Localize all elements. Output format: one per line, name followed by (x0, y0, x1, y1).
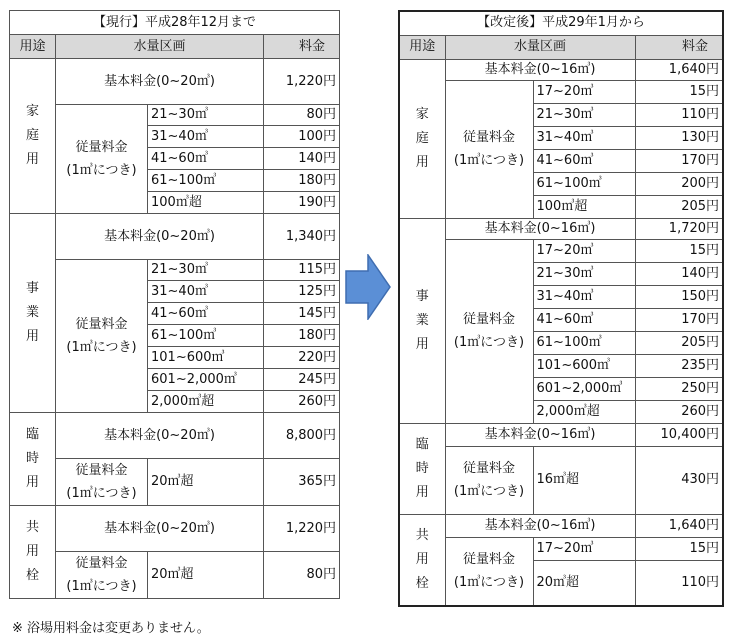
range-cell: 31~40㎥ (148, 126, 264, 148)
category-home: 家 庭 用 (399, 59, 445, 218)
range-cell: 31~40㎥ (148, 281, 264, 303)
metered-fee-label: 従量料金 (1㎥につき) (445, 80, 533, 218)
range-cell: 61~100㎥ (148, 325, 264, 347)
basic-fee-label: 基本料金(0~20㎥) (56, 59, 264, 105)
fee-cell: 15円 (635, 239, 723, 262)
range-cell: 41~60㎥ (148, 303, 264, 325)
range-cell: 17~20㎥ (533, 537, 635, 560)
fee-cell: 430円 (635, 446, 723, 514)
range-cell: 41~60㎥ (148, 148, 264, 170)
fee-cell: 205円 (635, 331, 723, 354)
basic-fee-label: 基本料金(0~20㎥) (56, 506, 264, 552)
revised-table-title: 【改定後】平成29年1月から (399, 11, 723, 35)
range-cell: 601~2,000㎥ (533, 377, 635, 400)
basic-fee-value: 1,640円 (635, 59, 723, 80)
fee-cell: 150円 (635, 285, 723, 308)
fee-cell: 245円 (264, 369, 340, 391)
range-cell: 16㎥超 (533, 446, 635, 514)
fee-cell: 140円 (264, 148, 340, 170)
metered-fee-label: 従量料金 (1㎥につき) (445, 239, 533, 423)
range-cell: 21~30㎥ (533, 103, 635, 126)
right-arrow-icon (345, 254, 391, 320)
fee-cell: 145円 (264, 303, 340, 325)
fee-cell: 250円 (635, 377, 723, 400)
basic-fee-value: 8,800円 (264, 413, 340, 459)
fee-cell: 110円 (635, 560, 723, 606)
metered-fee-label: 従量料金 (1㎥につき) (445, 446, 533, 514)
category-temporary: 臨 時 用 (399, 423, 445, 514)
fee-cell: 190円 (264, 192, 340, 214)
fee-cell: 15円 (635, 537, 723, 560)
metered-fee-label: 従量料金 (1㎥につき) (56, 552, 148, 599)
basic-fee-label: 基本料金(0~16㎥) (445, 218, 635, 239)
header-range: 水量区画 (445, 35, 635, 59)
range-cell: 17~20㎥ (533, 239, 635, 262)
range-cell: 21~30㎥ (148, 260, 264, 281)
fee-cell: 260円 (264, 391, 340, 413)
basic-fee-value: 10,400円 (635, 423, 723, 446)
fee-cell: 365円 (264, 459, 340, 506)
basic-fee-value: 1,640円 (635, 514, 723, 537)
fee-cell: 200円 (635, 172, 723, 195)
fee-cell: 170円 (635, 149, 723, 172)
fee-cell: 115円 (264, 260, 340, 281)
range-cell: 17~20㎥ (533, 80, 635, 103)
footnote: ※ 浴場用料金は変更ありません。 (12, 621, 210, 636)
range-cell: 2,000㎥超 (533, 400, 635, 423)
basic-fee-value: 1,220円 (264, 506, 340, 552)
fee-cell: 180円 (264, 325, 340, 347)
revised-rate-table (398, 10, 724, 607)
category-shared-tap: 共 用 栓 (10, 506, 56, 599)
range-cell: 61~100㎥ (533, 331, 635, 354)
basic-fee-label: 基本料金(0~20㎥) (56, 214, 264, 260)
fee-cell: 80円 (264, 105, 340, 126)
fee-cell: 80円 (264, 552, 340, 599)
range-cell: 20㎥超 (148, 552, 264, 599)
metered-fee-label: 従量料金 (1㎥につき) (56, 105, 148, 214)
range-cell: 31~40㎥ (533, 285, 635, 308)
metered-fee-label: 従量料金 (1㎥につき) (56, 260, 148, 413)
range-cell: 41~60㎥ (533, 308, 635, 331)
range-cell: 61~100㎥ (533, 172, 635, 195)
range-cell: 20㎥超 (533, 560, 635, 606)
metered-fee-label: 従量料金 (1㎥につき) (56, 459, 148, 506)
fee-cell: 180円 (264, 170, 340, 192)
range-cell: 101~600㎥ (533, 354, 635, 377)
range-cell: 101~600㎥ (148, 347, 264, 369)
range-cell: 21~30㎥ (148, 105, 264, 126)
fee-cell: 130円 (635, 126, 723, 149)
basic-fee-label: 基本料金(0~16㎥) (445, 514, 635, 537)
range-cell: 61~100㎥ (148, 170, 264, 192)
fee-cell: 100円 (264, 126, 340, 148)
fee-cell: 140円 (635, 262, 723, 285)
fee-cell: 15円 (635, 80, 723, 103)
category-home: 家 庭 用 (10, 59, 56, 214)
category-business: 事 業 用 (399, 218, 445, 423)
basic-fee-label: 基本料金(0~16㎥) (445, 423, 635, 446)
basic-fee-label: 基本料金(0~20㎥) (56, 413, 264, 459)
fee-cell: 125円 (264, 281, 340, 303)
current-table-title: 【現行】平成28年12月まで (10, 11, 340, 35)
range-cell: 21~30㎥ (533, 262, 635, 285)
category-shared-tap: 共 用 栓 (399, 514, 445, 606)
fee-cell: 110円 (635, 103, 723, 126)
header-fee: 料金 (264, 35, 340, 59)
basic-fee-label: 基本料金(0~16㎥) (445, 59, 635, 80)
range-cell: 601~2,000㎥ (148, 369, 264, 391)
category-business: 事 業 用 (10, 214, 56, 413)
range-cell: 100㎥超 (533, 195, 635, 218)
header-use: 用途 (399, 35, 445, 59)
range-cell: 100㎥超 (148, 192, 264, 214)
fee-cell: 220円 (264, 347, 340, 369)
category-temporary: 臨 時 用 (10, 413, 56, 506)
metered-fee-label: 従量料金 (1㎥につき) (445, 537, 533, 606)
basic-fee-value: 1,720円 (635, 218, 723, 239)
range-cell: 2,000㎥超 (148, 391, 264, 413)
basic-fee-value: 1,340円 (264, 214, 340, 260)
header-use: 用途 (10, 35, 56, 59)
fee-cell: 235円 (635, 354, 723, 377)
header-range: 水量区画 (56, 35, 264, 59)
fee-cell: 260円 (635, 400, 723, 423)
fee-cell: 205円 (635, 195, 723, 218)
current-rate-table (9, 10, 340, 599)
range-cell: 20㎥超 (148, 459, 264, 506)
header-fee: 料金 (635, 35, 723, 59)
basic-fee-value: 1,220円 (264, 59, 340, 105)
fee-cell: 170円 (635, 308, 723, 331)
range-cell: 31~40㎥ (533, 126, 635, 149)
range-cell: 41~60㎥ (533, 149, 635, 172)
